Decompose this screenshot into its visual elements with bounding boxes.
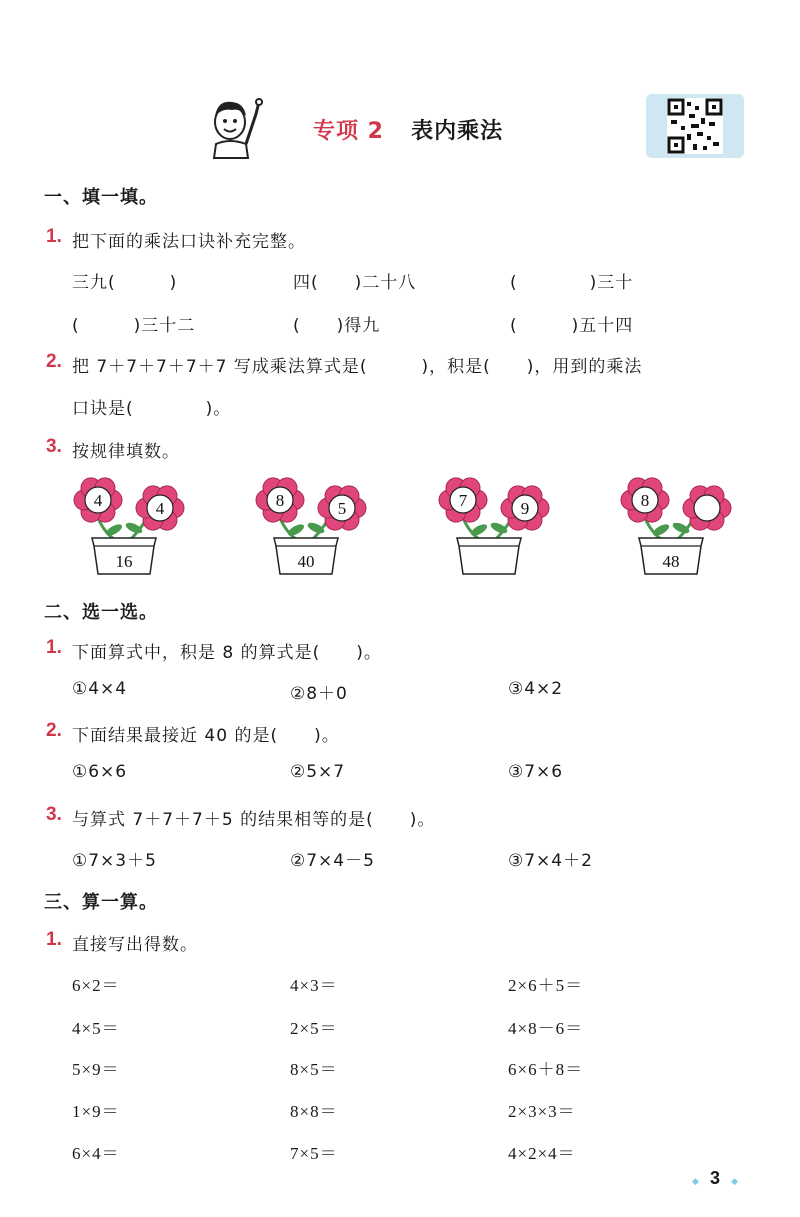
flower-pot bbox=[435, 476, 565, 576]
title-prefix: 专项 2 bbox=[313, 119, 384, 144]
calc-item: 6×4＝ bbox=[72, 1144, 120, 1163]
question-number: 3. bbox=[46, 804, 62, 825]
section-title: 三、算一算。 bbox=[44, 892, 158, 913]
flower-left bbox=[74, 478, 122, 522]
page-title bbox=[313, 114, 503, 145]
question-number: 2. bbox=[46, 351, 62, 372]
calc-item: 6×2＝ bbox=[72, 976, 120, 995]
flower-pot bbox=[70, 476, 200, 576]
pot-number: 40 bbox=[297, 552, 315, 571]
flower-right bbox=[136, 486, 184, 530]
option-item: ①4×4 bbox=[72, 679, 128, 699]
calc-item: 2×5＝ bbox=[290, 1019, 338, 1038]
question-text-line2: 口诀是( )。 bbox=[72, 399, 232, 419]
calc-item: 8×5＝ bbox=[290, 1060, 338, 1079]
question-text: 下面算式中，积是 8 的算式是( )。 bbox=[72, 643, 382, 663]
calc-item: 4×3＝ bbox=[290, 976, 338, 995]
section-title: 二、选一选。 bbox=[44, 602, 158, 623]
option-item: ③7×4＋2 bbox=[508, 851, 593, 871]
calc-item: 8×8＝ bbox=[290, 1102, 338, 1121]
qr-code-icon bbox=[667, 98, 723, 154]
question-text: 按规律填数。 bbox=[72, 442, 180, 462]
flower-number: 4 bbox=[155, 499, 165, 518]
question-number: 3. bbox=[46, 436, 62, 457]
flower-pot bbox=[252, 476, 382, 576]
flower-left bbox=[256, 478, 304, 522]
option-item: ③7×6 bbox=[508, 762, 564, 782]
flower-number: 8 bbox=[640, 491, 650, 510]
fill-item: ( )五十四 bbox=[510, 316, 634, 336]
flower-right bbox=[683, 486, 731, 530]
page-number: 3 bbox=[710, 1168, 721, 1188]
calc-item: 1×9＝ bbox=[72, 1102, 120, 1121]
option-item: ③4×2 bbox=[508, 679, 564, 699]
flower-number: 9 bbox=[520, 499, 530, 518]
flower-left bbox=[621, 478, 669, 522]
calc-item: 4×2×4＝ bbox=[508, 1144, 576, 1163]
calc-item: 4×5＝ bbox=[72, 1019, 120, 1038]
question-text: 与算式 7＋7＋7＋5 的结果相等的是( )。 bbox=[72, 810, 436, 830]
pot-body bbox=[457, 538, 521, 574]
calc-item: 7×5＝ bbox=[290, 1144, 338, 1163]
boy-pointing-icon bbox=[204, 94, 266, 160]
fill-item: ( )三十二 bbox=[72, 316, 196, 336]
flower-number: 5 bbox=[337, 499, 347, 518]
question-number: 1. bbox=[46, 226, 62, 247]
title-main: 表内乘法 bbox=[411, 119, 504, 144]
flower-number: 4 bbox=[93, 491, 103, 510]
fill-item: ( )得九 bbox=[293, 316, 381, 336]
question-number: 1. bbox=[46, 637, 62, 658]
calc-item: 5×9＝ bbox=[72, 1060, 120, 1079]
flower-number: 8 bbox=[275, 491, 285, 510]
question-text: 直接写出得数。 bbox=[72, 935, 198, 955]
option-item: ①6×6 bbox=[72, 762, 128, 782]
option-item: ①7×3＋5 bbox=[72, 851, 157, 871]
option-item: ②5×7 bbox=[290, 762, 346, 782]
page-number-area bbox=[692, 1168, 738, 1189]
calc-item: 6×6＋8＝ bbox=[508, 1060, 584, 1079]
question-text: 把下面的乘法口诀补充完整。 bbox=[72, 232, 306, 252]
fill-item: ( )三十 bbox=[510, 273, 634, 293]
flower-left bbox=[439, 478, 487, 522]
pot-number: 16 bbox=[115, 552, 133, 571]
option-item: ②7×4－5 bbox=[290, 851, 375, 871]
question-text: 下面结果最接近 40 的是( )。 bbox=[72, 726, 340, 746]
fill-item: 四( )二十八 bbox=[293, 273, 417, 293]
question-number: 1. bbox=[46, 929, 62, 950]
flower-pot bbox=[617, 476, 747, 576]
fill-item: 三九( ) bbox=[72, 273, 178, 293]
calc-item: 2×3×3＝ bbox=[508, 1102, 576, 1121]
flower-number: 7 bbox=[458, 491, 468, 510]
flower-right bbox=[501, 486, 549, 530]
question-text: 把 7＋7＋7＋7＋7 写成乘法算式是( )，积是( )，用到的乘法 bbox=[72, 357, 643, 377]
calc-item: 2×6＋5＝ bbox=[508, 976, 584, 995]
pot-number: 48 bbox=[662, 552, 680, 571]
mascot bbox=[204, 94, 266, 160]
question-number: 2. bbox=[46, 720, 62, 741]
dot-icon: ◆ bbox=[731, 1177, 739, 1187]
qr-code-badge[interactable] bbox=[646, 94, 744, 158]
section-title: 一、填一填。 bbox=[44, 187, 158, 208]
option-item: ②8＋0 bbox=[290, 684, 348, 704]
dot-icon: ◆ bbox=[692, 1177, 699, 1187]
flower-right bbox=[318, 486, 366, 530]
calc-item: 4×8－6＝ bbox=[508, 1019, 584, 1038]
